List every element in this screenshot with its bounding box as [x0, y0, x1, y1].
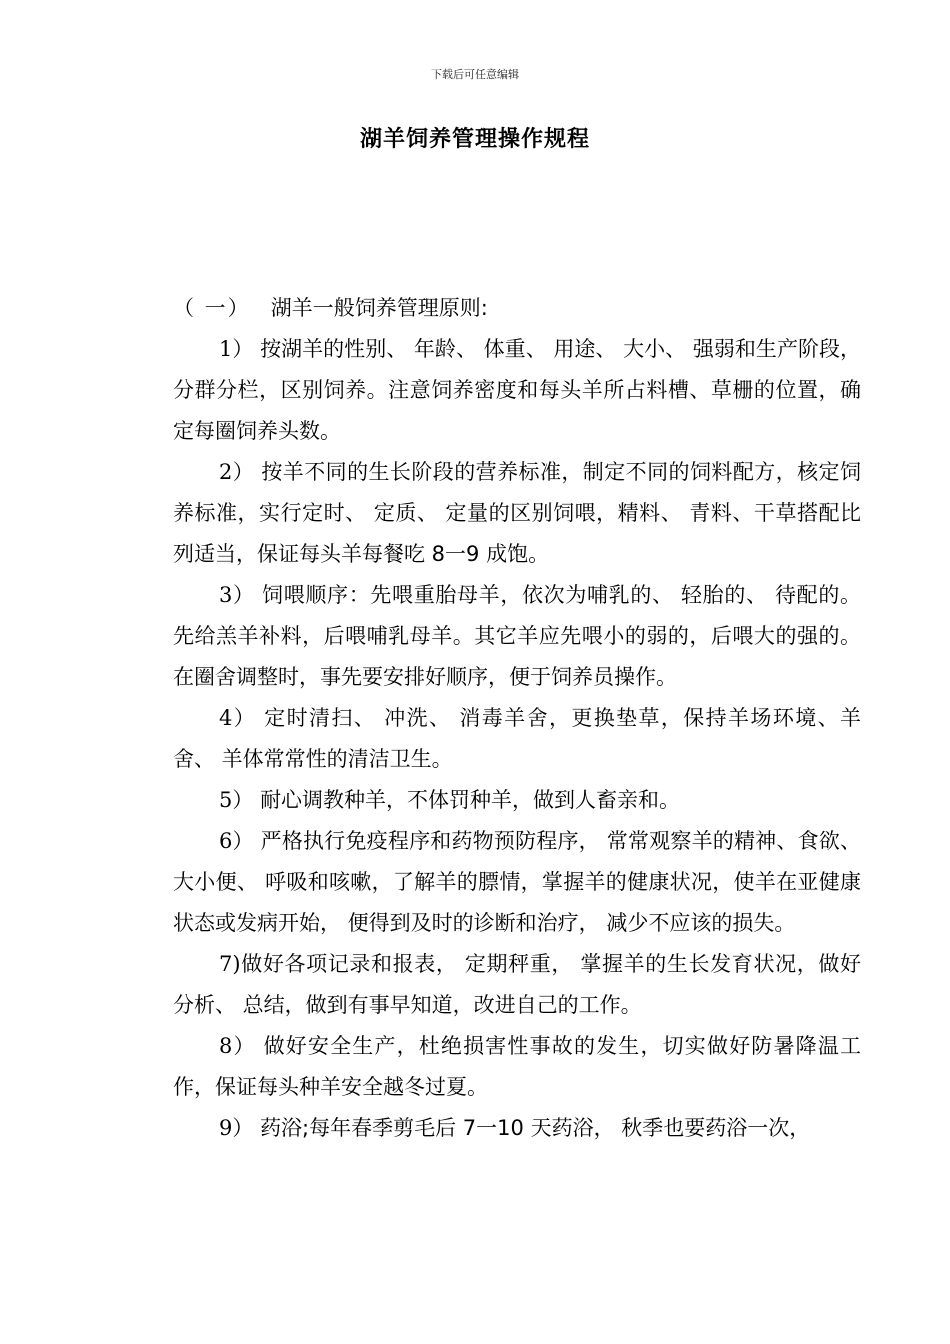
list-item-text: 按羊不同的生长阶段的营养标准，制定不同的饲料配方，核定饲养标准，实行定时、 定质、 定量的区别饲喂，精料、 青料、干草搭配比列适当，保证每头羊每餐吃 8一9 成饱。 [173, 460, 861, 566]
list-item-number: 2） [219, 460, 255, 484]
list-item [173, 821, 861, 944]
section-heading-text: 湖羊一般饲养管理原则: [270, 296, 488, 320]
list-item [173, 944, 861, 1026]
list-item-text: 做好安全生产，杜绝损害性事故的发生，切实做好防暑降温工作，保证每头种羊安全越冬过夏。 [173, 1034, 861, 1099]
list-item-text: 耐心调教种羊，不体罚种羊，做到人畜亲和。 [260, 788, 681, 812]
header-note: 下载后可任意编辑 [431, 68, 519, 81]
list-item [173, 452, 861, 575]
list-item-text: 药浴;每年春季剪毛后 7一10 天药浴， 秋季也要药浴一次， [260, 1116, 811, 1140]
list-item-number: 8） [219, 1034, 256, 1058]
list-item-text: 做好各项记录和报表， 定期秤重， 掌握羊的生长发育状况，做好分析、 总结，做到有事早知道，改进自己的工作。 [173, 952, 861, 1017]
document-body [173, 288, 861, 1149]
list-item-number: 3） [219, 583, 255, 607]
list-item-text: 定时清扫、 冲洗、 消毒羊舍，更换垫草，保持羊场环境、羊舍、 羊体常常性的清洁卫生。 [173, 706, 861, 771]
list-item-number: 7) [219, 952, 241, 976]
list-item [173, 780, 861, 821]
list-item [173, 329, 861, 452]
list-item [173, 698, 861, 780]
list-item [173, 1108, 861, 1149]
list-item-number: 1） [219, 337, 254, 361]
list-item-number: 9） [219, 1116, 254, 1140]
list-item-number: 5） [219, 788, 254, 812]
list-item [173, 575, 861, 698]
page-title: 湖羊饲养管理操作规程 [359, 127, 590, 152]
list-item-number: 4） [219, 706, 257, 730]
list-item-number: 6） [219, 829, 254, 853]
section-heading [173, 288, 861, 329]
list-item-text: 饲喂顺序：先喂重胎母羊，依次为哺乳的、 轻胎的、 待配的。先给羔羊补料，后喂哺乳母羊。其它羊应先喂小的弱的，后喂大的强的。在圈舍调整时，事先要安排好顺序，便于饲养员操作。 [173, 583, 861, 689]
list-item-text: 严格执行免疫程序和药物预防程序， 常常观察羊的精神、食欲、 大小便、 呼吸和咳嗽，了解羊的膘情，掌握羊的健康状况，使羊在亚健康状态或发病开始， 便得到及时的诊断和治疗， 减少不应该的损失。 [173, 829, 861, 935]
list-item [173, 1026, 861, 1108]
list-item-text: 按湖羊的性别、 年龄、 体重、 用途、 大小、 强弱和生产阶段，分群分栏，区别饲养。注意饲养密度和每头羊所占料槽、草栅的位置，确定每圈饲养头数。 [173, 337, 861, 443]
section-label: （ 一） [173, 296, 251, 320]
